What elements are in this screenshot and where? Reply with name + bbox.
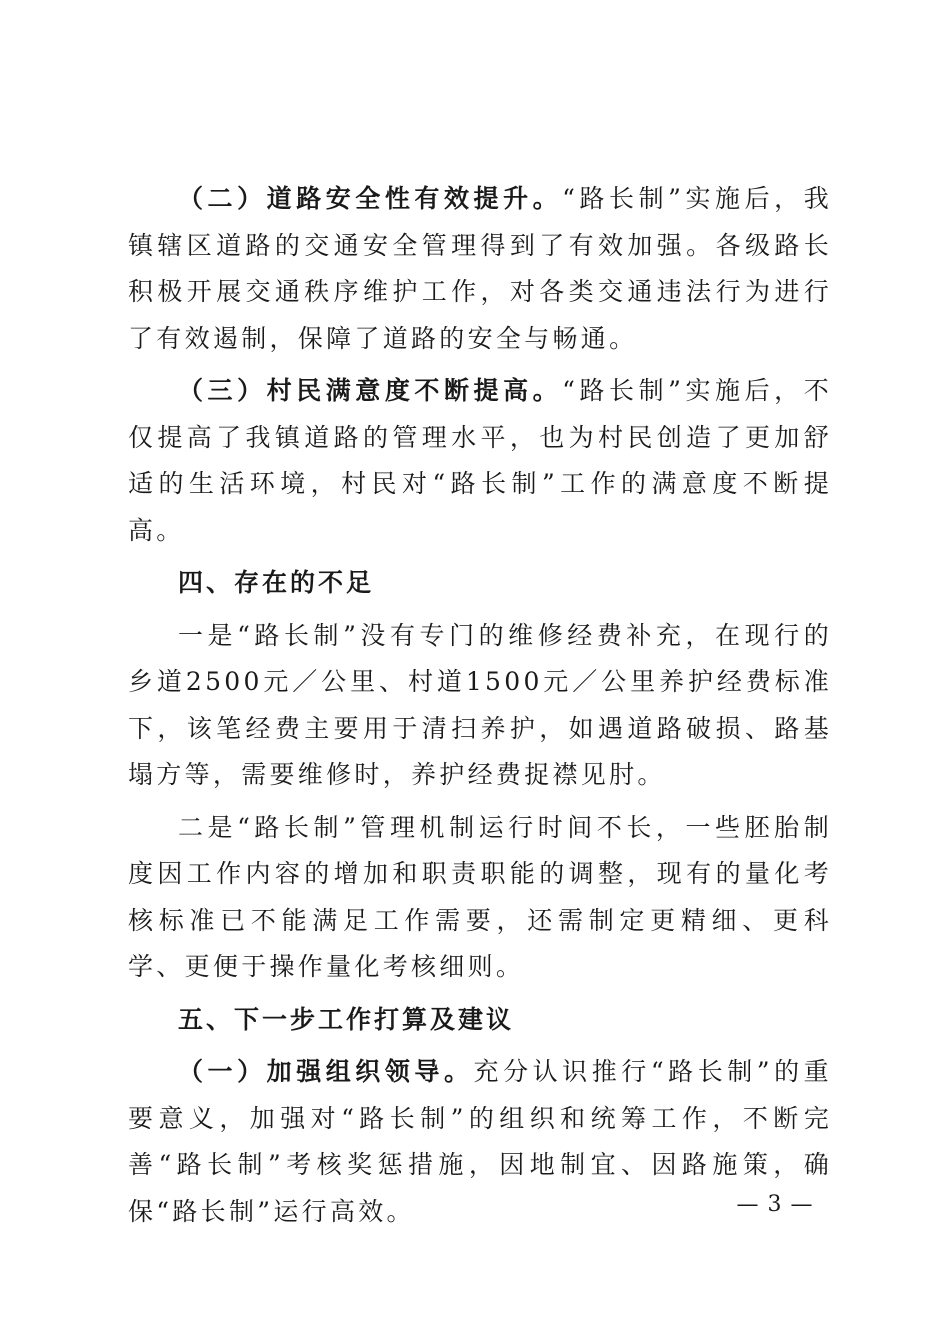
- document-body: [128, 176, 832, 1235]
- subheading-road-safety: （二）道路安全性有效提升。: [178, 184, 563, 213]
- subheading-organization-leadership: （一）加强组织领导。: [178, 1057, 474, 1086]
- paragraph-villager-satisfaction: [128, 368, 832, 554]
- subheading-villager-satisfaction: （三）村民满意度不断提高。: [178, 376, 563, 405]
- paragraph-shortcoming-funding: 一是“路长制”没有专门的维修经费补充，在现行的乡道2500元／公里、村道1500元／公里养护经费标准下，该笔经费主要用于清扫养护，如遇道路破损、路基塌方等，需要维修时，养护经费捉襟见肘。: [128, 620, 832, 789]
- paragraph-text: “路长制”实施后，不仅提高了我镇道路的管理水平，也为村民创造了更加舒适的生活环境，村民对“路长制”工作的满意度不断提高。: [128, 376, 832, 545]
- paragraph-road-safety: [128, 176, 832, 362]
- paragraph-shortcoming-mechanism: 二是“路长制”管理机制运行时间不长，一些胚胎制度因工作内容的增加和职责职能的调整，现有的量化考核标准已不能满足工作需要，还需制定更精细、更科学、更便于操作量化考核细则。: [128, 812, 832, 981]
- section-heading-shortcomings: 四、存在的不足: [178, 568, 375, 597]
- section-heading-next-steps: 五、下一步工作打算及建议: [178, 1004, 515, 1034]
- page-number: — 3 —: [736, 1192, 814, 1217]
- paragraph-text: 充分认识推行“路长制”的重要意义，加强对“路长制”的组织和统筹工作，不断完善“路长制”考核奖惩措施，因地制宜、因路施策，确保“路长制”运行高效。: [128, 1057, 832, 1226]
- paragraph-text: “路长制”实施后，我镇辖区道路的交通安全管理得到了有效加强。各级路长积极开展交通秩序维护工作，对各类交通违法行为进行了有效遏制，保障了道路的安全与畅通。: [128, 184, 832, 353]
